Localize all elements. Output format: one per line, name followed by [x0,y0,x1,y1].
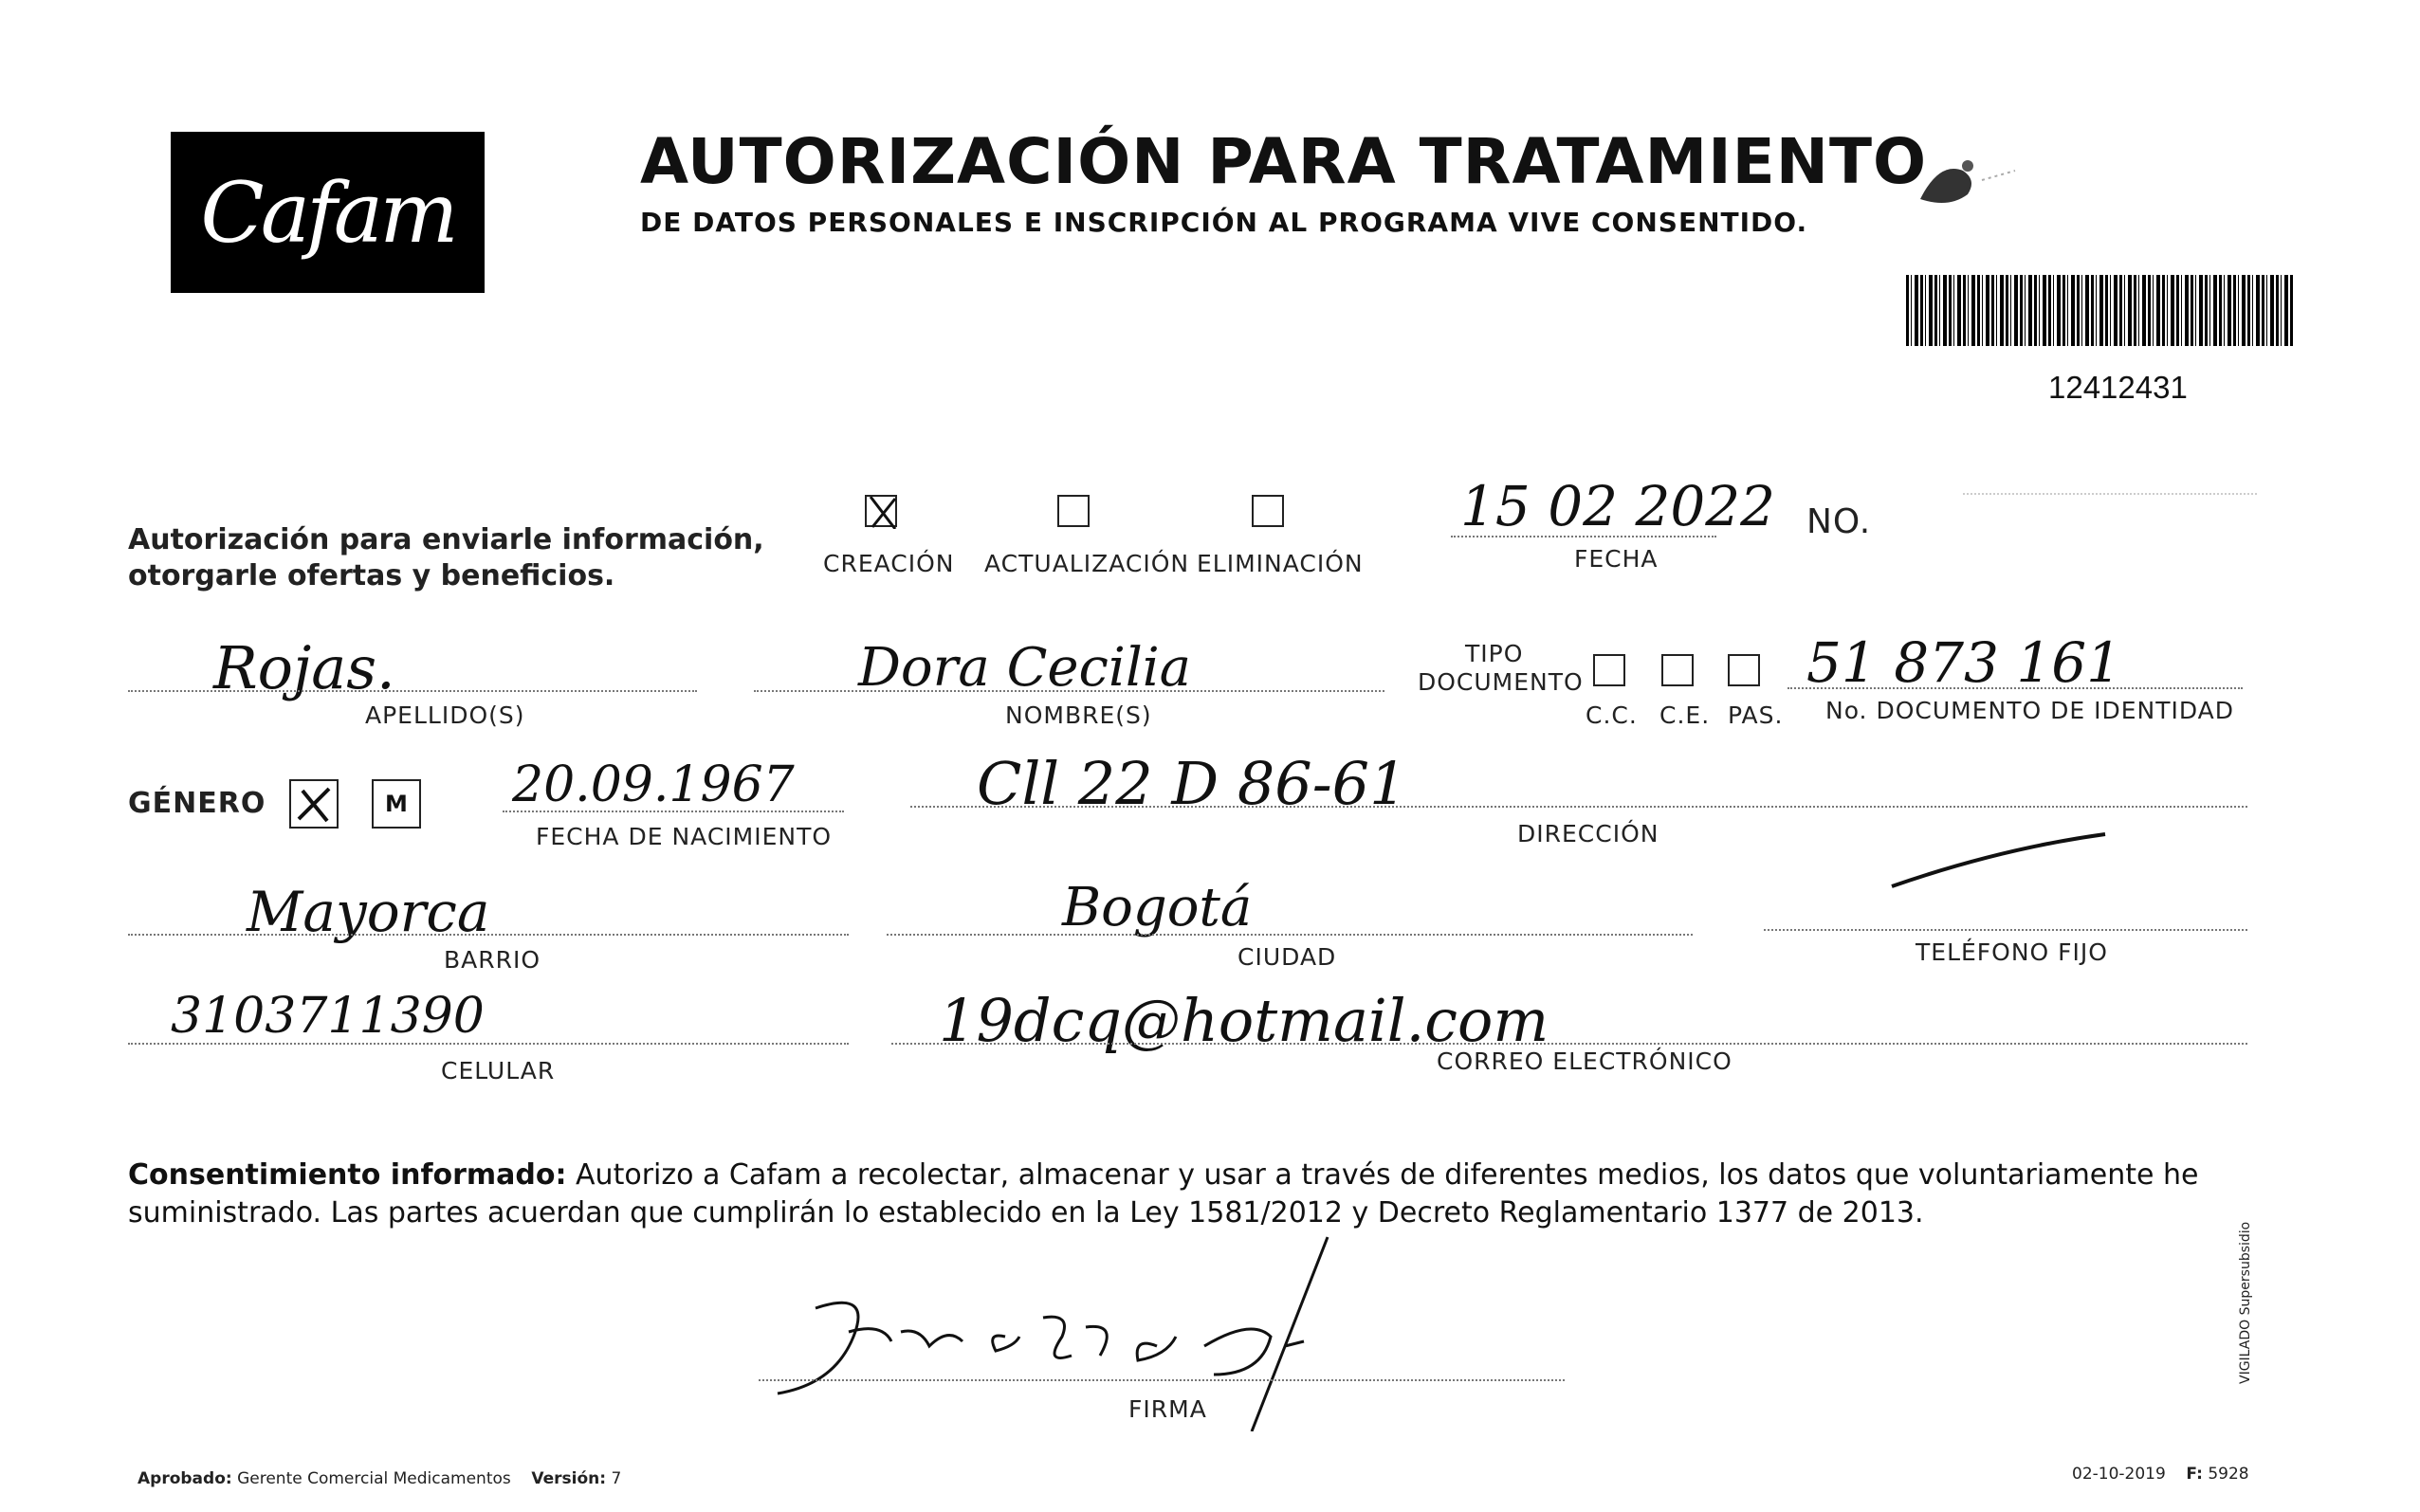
cc-checkbox[interactable] [1593,654,1625,686]
nombres-value[interactable]: Dora Cecilia [858,637,1192,699]
eliminacion-label: ELIMINACIÓN [1197,550,1364,577]
fecha-value[interactable]: 15 02 2022 [1460,474,1776,538]
apellidos-label: APELLIDO(S) [365,701,525,729]
telefono-label: TELÉFONO FIJO [1916,938,2108,966]
handwritten-signature [759,1232,1347,1431]
barcode [1906,275,2295,346]
genero-f-checkbox[interactable] [289,779,339,829]
form-code: 5928 [2208,1465,2249,1484]
direccion-value[interactable]: Cll 22 D 86-61 [977,749,1407,818]
genero-label: GÉNERO [128,787,266,820]
ciudad-label: CIUDAD [1238,943,1337,971]
no-label: NO. [1806,502,1872,541]
celular-label: CELULAR [441,1057,556,1084]
cc-label: C.C. [1586,701,1638,729]
eliminacion-checkbox[interactable] [1252,495,1284,527]
footer-date-code [2072,1465,2249,1484]
firma-label: FIRMA [1128,1395,1207,1423]
creacion-checkbox[interactable] [865,495,897,527]
vigilado-side-text: VIGILADO Supersubsidio [2238,1221,2253,1384]
authorization-heading-2: otorgarle ofertas y beneficios. [128,559,615,592]
form-title: AUTORIZACIÓN PARA TRATAMIENTO [640,125,1928,198]
footer-approval [138,1469,621,1488]
telefono-strike-mark [1887,825,2115,891]
form-subtitle: DE DATOS PERSONALES E INSCRIPCIÓN AL PROGRAMA VIVE CONSENTIDO. [640,207,1808,238]
barcode-number: 12412431 [2048,370,2188,405]
ce-checkbox[interactable] [1661,654,1694,686]
authorization-heading-1: Autorización para enviarle información, [128,523,764,556]
pas-label: PAS. [1728,701,1784,729]
direccion-label: DIRECCIÓN [1517,820,1659,847]
ciudad-value[interactable]: Bogotá [1062,877,1253,938]
correo-label: CORREO ELECTRÓNICO [1437,1047,1732,1075]
stamp-mark-icon [1911,142,2025,218]
genero-m-checkbox[interactable]: M [372,779,421,829]
check-x-icon [867,497,899,529]
fecha-label: FECHA [1574,545,1659,573]
check-x-icon [291,781,337,827]
aprobado-value: Gerente Comercial Medicamentos [237,1469,511,1488]
barrio-value[interactable]: Mayorca [247,880,490,944]
apellidos-value[interactable]: Rojas. [213,633,395,702]
actualizacion-checkbox[interactable] [1057,495,1090,527]
aprobado-label: Aprobado: [138,1469,232,1488]
barrio-label: BARRIO [444,946,541,974]
consent-paragraph [128,1157,2238,1232]
correo-value[interactable]: 19dcq@hotmail.com [939,986,1549,1055]
celular-value[interactable]: 3103711390 [171,988,485,1045]
tipo-label: TIPO [1465,640,1524,667]
nombres-label: NOMBRE(S) [1005,701,1152,729]
actualizacion-label: ACTUALIZACIÓN [984,550,1190,577]
version-label: Versión: [531,1469,607,1488]
version-value: 7 [611,1469,622,1488]
fecha-nacimiento-label: FECHA DE NACIMIENTO [536,823,833,850]
consent-text: Autorizo a Cafam a recolectar, almacenar y usar a través de diferentes medios, los datos que voluntariamente he suministrado. Las partes acuerdan que cumplirán lo establecido en la Ley 1581/2012 y Decreto Reglamentario 1377 de 2013. [128,1158,2199,1230]
creacion-label: CREACIÓN [823,550,955,577]
fecha-nacimiento-value[interactable]: 20.09.1967 [512,756,795,813]
cafam-logo: Cafam [171,132,485,293]
documento-value[interactable]: 51 873 161 [1806,630,2122,695]
pas-checkbox[interactable] [1728,654,1760,686]
documento-tipo-label: DOCUMENTO [1418,668,1584,696]
form-code-label: F: [2186,1465,2203,1484]
footer-date: 02-10-2019 [2072,1465,2166,1484]
documento-label: No. DOCUMENTO DE IDENTIDAD [1825,697,2235,724]
ce-label: C.E. [1659,701,1711,729]
consent-heading: Consentimiento informado: [128,1158,567,1192]
